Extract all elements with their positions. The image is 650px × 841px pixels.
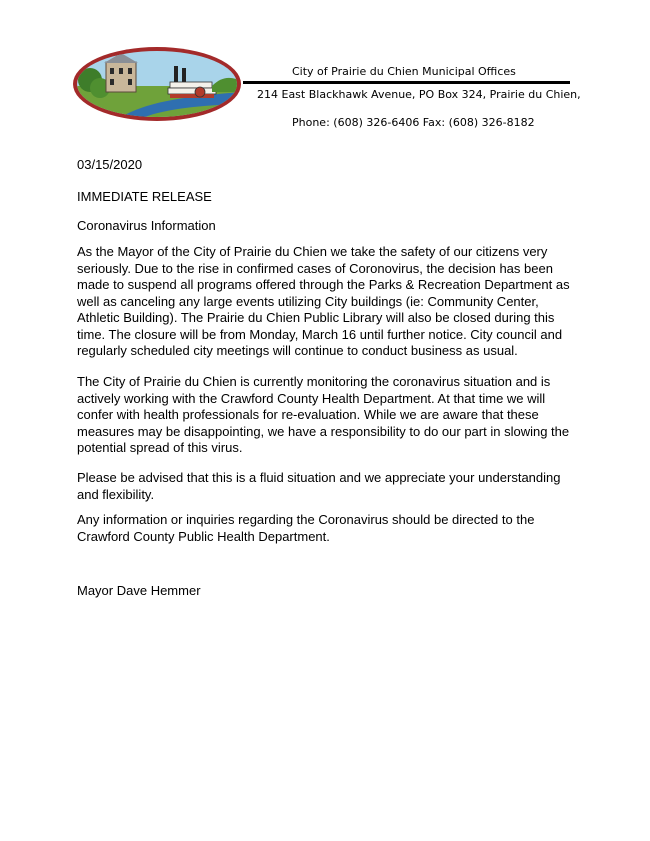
letter-date: 03/15/2020	[77, 157, 143, 172]
mayor-signature: Mayor Dave Hemmer	[77, 583, 201, 598]
office-phone-fax: Phone: (608) 326-6406 Fax: (608) 326-8182	[292, 116, 535, 129]
letter-subject: Coronavirus Information	[77, 218, 216, 233]
body-paragraph: Please be advised that this is a fluid situation and we appreciate your understanding and flexibility.	[77, 470, 561, 502]
office-address: 214 East Blackhawk Avenue, PO Box 324, Prairie du Chien,	[257, 88, 581, 101]
city-riverboat-logo-icon	[72, 46, 242, 122]
header-rule	[243, 81, 570, 84]
body-paragraph: The City of Prairie du Chien is currently monitoring the coronavirus situation and is actively working with the Crawford County Health Department. At that time we will confer with health professionals for re-evaluation. While we are aware that these measures may be disappointing, we have a responsibility to do our part in slowing the potential spread of this virus.	[77, 374, 570, 455]
body-paragraph: As the Mayor of the City of Prairie du Chien we take the safety of our citizens very seriously. Due to the rise in confirmed cases of Coronovirus, the decision has been made to suspend all programs offered through the Parks & Recreation Department as well as canceling any large events utilizing City buildings (ie: Community Center, Athletic Building). The Prairie du Chien Public Library will also be closed during this time. The closure will be from Monday, March 16 until further notice. City council and regularly scheduled city meetings will continue to conduct business as usual.	[77, 244, 570, 358]
release-type: IMMEDIATE RELEASE	[77, 189, 212, 204]
body-paragraph: Any information or inquiries regarding the Coronavirus should be directed to the Crawford County Public Health Department.	[77, 512, 535, 544]
office-name: City of Prairie du Chien Municipal Offices	[292, 65, 516, 78]
